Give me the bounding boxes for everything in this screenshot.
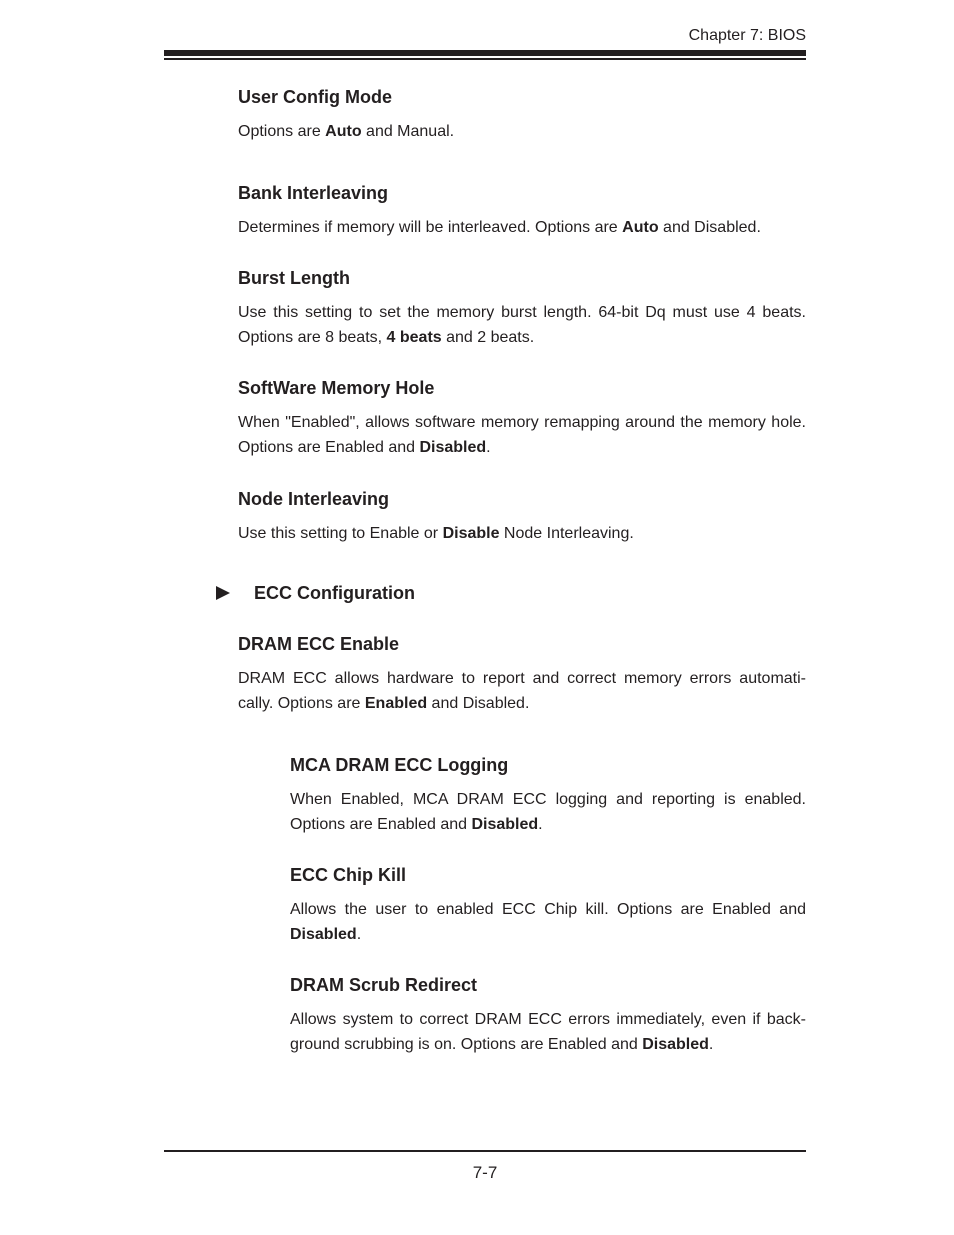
entry-title: SoftWare Memory Hole [238,378,435,398]
entry-description: When Enabled, MCA DRAM ECC logging and reporting is enabled. Options are Enabled and Disabled. [290,791,806,833]
header-rule-thin [164,58,806,60]
entry-description: Use this setting to set the memory burst length. 64-bit Dq must use 4 beats. Options are 8 beats, 4 beats and 2 beats. [238,304,806,346]
entry-title: Node Interleaving [238,489,390,509]
entry-title: User Config Mode [238,87,393,107]
entry-user-config-mode [238,85,806,144]
entry-description: Determines if memory will be interleaved. Options are Auto and Disabled. [238,219,761,236]
entry-title: ECC Chip Kill [290,865,406,885]
entry-title: Bank Interleaving [238,183,389,203]
entry-description: Allows system to correct DRAM ECC errors immediately, even if back-ground scrubbing is on. Options are Enabled and Disabled. [290,1011,806,1053]
chapter-title: Chapter 7: BIOS [688,27,806,44]
entry-burst-length [238,266,806,350]
entry-description: When "Enabled", allows software memory remapping around the memory hole. Options are Enabled and Disabled. [238,414,806,456]
entry-ecc-chip-kill [290,863,806,947]
entry-description: Use this setting to Enable or Disable Node Interleaving. [238,525,634,542]
section-title: ECC Configuration [254,583,415,603]
entry-title: Burst Length [238,268,350,288]
header-rule-thick [164,50,806,56]
entry-title: DRAM Scrub Redirect [290,975,478,995]
entry-dram-scrub-redirect [290,973,806,1057]
entry-description: Options are Auto and Manual. [238,123,455,140]
page-number: 7-7 [472,1163,498,1182]
entry-title: DRAM ECC Enable [238,634,400,654]
triangle-right-icon [216,586,230,600]
entry-mca-dram-ecc-logging [290,753,806,837]
entry-dram-ecc-enable [238,632,806,716]
footer-rule [164,1150,806,1152]
entry-title: MCA DRAM ECC Logging [290,755,509,775]
entry-software-memory-hole [238,376,806,460]
entry-node-interleaving [238,487,806,546]
entry-description: Allows the user to enabled ECC Chip kill. Options are Enabled and Disabled. [290,901,806,943]
entry-description: DRAM ECC allows hardware to report and correct memory errors automati-cally. Options are Enabled and Disabled. [238,670,806,712]
entry-bank-interleaving [238,181,806,240]
